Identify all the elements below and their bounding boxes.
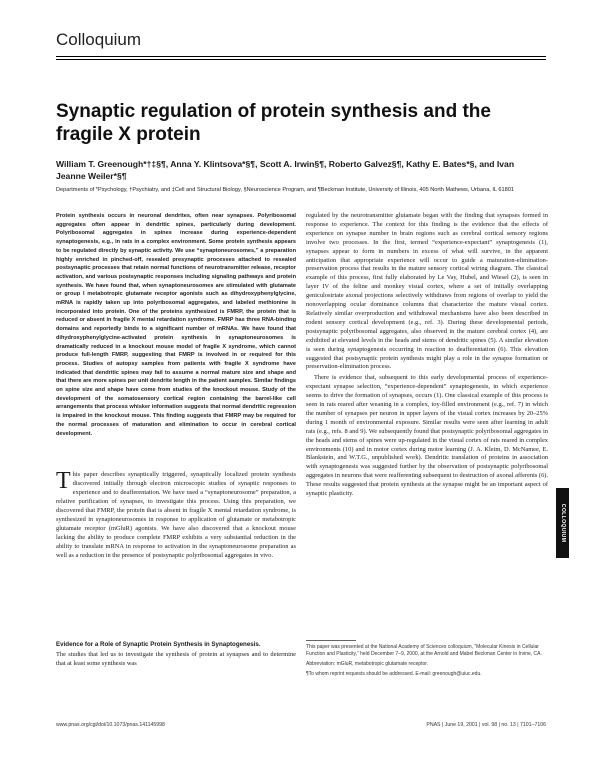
body-paragraph: regulated by the neurotransmitter glutamate began with the finding that synapses formed in response to experience. The context for this finding is the evidence that the effects of experience on synapse number in brain regions such as cerebral cortical sensory regions involve two processes. In the first, termed “experience-expectant” synaptogenesis (1), synapses appear to form in numbers in excess of what will survive, in the apparent anticipation that appropriate experience will occur to guide a maturation-elimination-preservation process that results in the mature sensory cortical wiring diagram. The classical example of this process, first fully elaborated by Le Vay, Hubel, and Wiesel (2), is seen in layer IV of the feline and monkey visual cortex, where a set of initially overlapping geniculostriate axonal projections selectively withdraws from regions of overlap to yield the nonoverlapping ocular dominance columns that characterize the mature visual cortex. Relatively similar overproduction and withdrawal mechanisms have also been described in rodent sensory cortical development (e.g., ref. 3). During these developmental periods, postsynaptic polyribosomal aggregates, also observed in the mature cerebral cortex (4), are exhibited at elevated levels in the heads and stems of dendritic spines (5). A similar elevation is seen during synaptogenesis occurring in reaction to deafferentation (6). This elevation suggested that postsynaptic protein synthesis might play a role in the synapse formation or preservation-elimination process.	[306, 212, 548, 371]
abstract: Protein synthesis occurs in neuronal dendrites, often near synapses. Polyribosomal aggregates often appear in dendritic spines, particularly during development. Polyribosomal aggregates in spines increase during experience-dependent synaptogenesis, e.g., in rats in a complex environment. Some protein synthesis appears to be regulated directly by synaptic activity. We use “synaptoneurosomes,” a preparation highly enriched in pinched-off, resealed presynaptic processes attached to resealed postsynaptic processes that retain normal functions of neurotransmitter release, receptor activation, and various postsynaptic responses including signaling pathways and protein synthesis. We have found that, when synaptoneurosomes are stimulated with glutamate or group I metabotropic glutamate receptor agonists such as dihydroxyphenylglycine, mRNA is rapidly taken up into polyribosomal aggregates, and labeled methionine is incorporated into protein. One of the proteins synthesized is FMRP, the protein that is reduced or absent in fragile X mental retardation syndrome. FMRP has three RNA-binding domains and reportedly binds to a significant number of mRNAs. We have found that dihydroxyphenylglycine-activated protein synthesis in synaptoneurosomes is dramatically reduced in a knockout mouse model of fragile X syndrome, which cannot produce full-length FMRP, suggesting that FMRP is involved in or required for this process. Studies of autopsy samples from patients with fragile X syndrome have indicated that dendritic spines may fail to assume a normal mature size and shape and that there are more spines per unit dendrite length in the patient samples. Similar findings on spine size and shape have come from studies of the knockout mouse. Study of the development of the somatosensory cortical region containing the barrel-like cell arrangements that process whisker information suggests that normal dendritic regression is impaired in the knockout mouse. This finding suggests that FMRP may be required for the normal processes of maturation and elimination to occur in cerebral cortical development.	[56, 213, 296, 437]
journal-info: PNAS | June 19, 2001 | vol. 98 | no. 13 | 7101–7106	[426, 722, 546, 728]
page-footer	[56, 722, 546, 728]
paper-title: Synaptic regulation of protein synthesis and the fragile X protein	[56, 101, 491, 145]
author-list: William T. Greenough*†‡§¶, Anna Y. Klintsova*§¶, Scott A. Irwin§¶, Roberto Galvez§¶, Kathy E. Bates*§, and Ivan Jeanne Weiler*§¶	[56, 159, 515, 181]
footnote: This paper was presented at the National Academy of Sciences colloquium, “Molecular Kinesis in Cellular Function and Plasticity,” held December 7–9, 2000, at the Arnold and Mabel Beckman Center in Irvine, CA.	[306, 644, 542, 657]
header-rule-secondary	[56, 59, 546, 60]
intro-paragraph	[56, 470, 296, 560]
right-column	[306, 212, 548, 501]
body-paragraph: There is evidence that, subsequent to this early developmental process of experience-expectant synapse selection, “experience-dependent” synaptogenesis, in which experience seems to drive the formation of synapses, occurs (1). One classical example of this process is seen in rats reared after weaning in a complex, toy-filled environment (e.g., ref. 7) in which the number of synapses per neuron in upper layers of the visual cortex increases by 20–25% during 1 month of environmental exposure. Similar results were seen after learning in adult rats (e.g., refs. 8 and 9). We subsequently found that postsynaptic polyribosomal aggregates in the heads and stems of spines were up-regulated in the visual cortex of rats reared in complex environments (10) and in motor cortex during motor learning (J. A. Kleim, D. McNamee, E. Blankstein, and W.T.G., unpublished work). Dendritic translation of proteins in association with synaptogenesis was suggested further by the observation of postsynaptic polyribosomal aggregates in neurons that were reafferenting subsequent to destruction of axonal afferents (6). These results suggested that protein synthesis at the synapse might be an important aspect of synaptic plasticity.	[306, 374, 548, 498]
header-rule	[56, 56, 546, 57]
footnotes	[306, 640, 548, 681]
section-heading: Evidence for a Role of Synaptic Protein Synthesis in Synaptogenesis.	[56, 641, 261, 648]
body-paragraph-left: The studies that led us to investigate the synthesis of protein at synapses and to determine that at least some synthesis was	[56, 651, 296, 667]
affiliations: Departments of *Psychology, †Psychiatry, and ‡Cell and Structural Biology, §Neuroscience Program, and ¶Beckman Institute, University of Illinois, 405 North Mathews, Urbana, IL 61801	[56, 187, 514, 193]
doi-link[interactable]: www.pnas.org/cgi/doi/10.1073/pnas.141145998	[56, 722, 165, 728]
drop-cap: T	[56, 468, 71, 494]
section-label: Colloquium	[56, 30, 142, 49]
side-tab-label: COLLOQUIUM	[559, 503, 566, 543]
footnote: ¶To whom reprint requests should be addressed. E-mail: greenough@uiuc.edu.	[306, 671, 482, 677]
intro-text: his paper describes synaptically triggered, synaptically localized protein synthesis discovered initially through electron microscopic studies of synaptic responses to experience and to deafferentation. We have used a “synaptoneurosome” preparation, a relative purification of synapses, to investigate this process. Using this preparation, we discovered that FMRP, the protein that is absent in fragile X mental retardation syndrome, is synthesized in synaptoneurosomes in response to application of glutamate or metabotropic glutamate receptor (mGluR) agonists. We have also discovered that a knockout mouse lacking the ability to produce complete FMRP exhibits a very substantial reduction in the ability to translate mRNA in response to activation in the synaptoneurosome preparation as well as a reduction in the presence of postsynaptic polyribosomal aggregates in vivo.	[56, 471, 296, 559]
side-tab	[556, 488, 569, 558]
footnote-rule	[306, 640, 356, 641]
footnote: Abbreviation: mGluR, metabotropic glutamate receptor.	[306, 661, 429, 667]
